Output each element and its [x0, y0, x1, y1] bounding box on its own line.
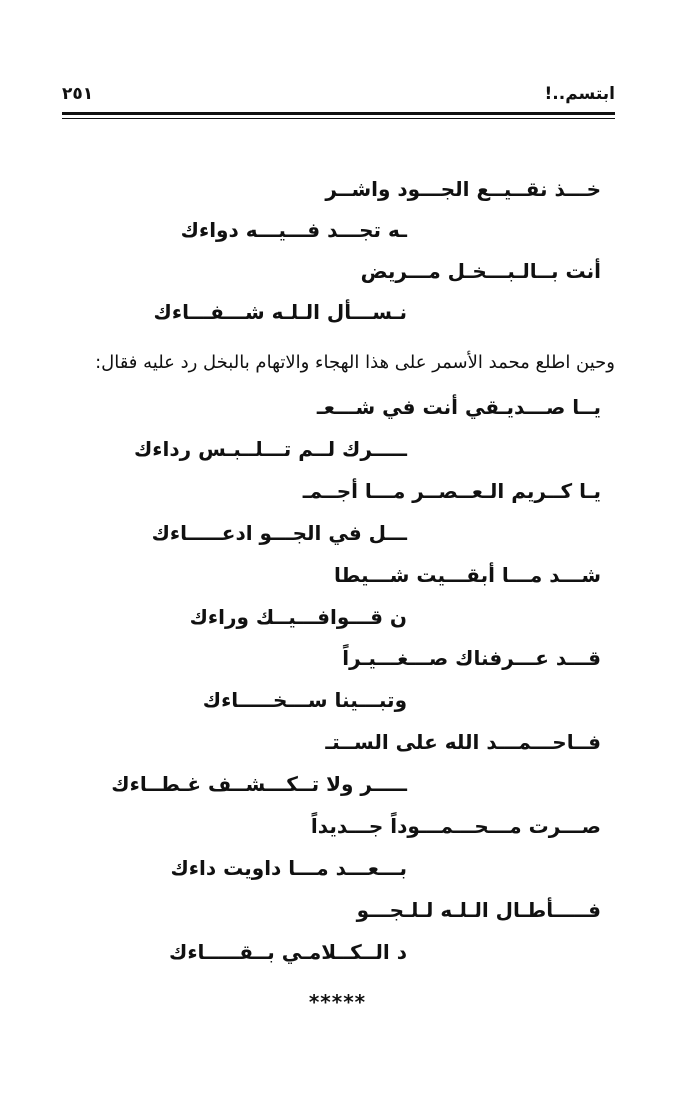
poem2-line-10: ـــــر ولا تــكـــشــف غـطــاءك — [111, 772, 407, 796]
poem1-line-4: نـســـأل الـلـه شـــفـــاءك — [153, 300, 407, 324]
poem2-line-4: ـــل في الجـــو ادعـــــاءك — [151, 521, 407, 545]
poem2-line-3: يـا كــريم الـعــصــر مـــا أجــمـ — [302, 479, 601, 503]
running-title: ابتسم..! — [544, 84, 615, 104]
poem2-line-14: د الــكــلامـي بــقـــــاءك — [169, 940, 407, 964]
poem2-line-6: ن قـــوافـــيــك وراءك — [189, 605, 407, 629]
poem2-line-1: يــا صـــديـقي أنت في شـــعـ — [316, 395, 601, 419]
page-body — [95, 0, 615, 1097]
poem1-line-3: أنت بــالـبـــخـل مـــريض — [360, 259, 601, 283]
poem2-line-7: قـــد عـــرفناك صـــغـــيـراً — [342, 646, 601, 670]
poem2-line-12: بـــعـــد مـــا داويت داءك — [170, 856, 407, 880]
prose-paragraph: وحين اطلع محمد الأسمر على هذا الهجاء والاتهام بالبخل رد عليه فقال: — [95, 352, 615, 373]
page-number: ٢٥١ — [62, 84, 94, 104]
poem2-line-13: فـــــأطـال الـلـه لـلـجـــو — [356, 898, 601, 922]
poem2-line-8: وتبـــينا ســـخـــــاءك — [202, 688, 407, 712]
section-ornament: ***** — [308, 990, 367, 1014]
poem1-line-2: ـه تجـــد فـــيـــه دواءك — [180, 218, 407, 242]
poem1-line-1: خـــذ نقــيــع الجـــود واشــر — [325, 177, 601, 201]
poem2-line-2: ـــــرك لــم تـــلــبـس رداءك — [133, 437, 407, 461]
poem2-line-9: فــاحـــمـــد الله على الســتـ — [325, 730, 601, 754]
poem2-line-11: صـــرت مـــحـــمـــوداً جـــديداً — [310, 814, 601, 838]
poem2-line-5: شـــد مـــا أبقـــيت شـــيطا — [334, 563, 601, 587]
